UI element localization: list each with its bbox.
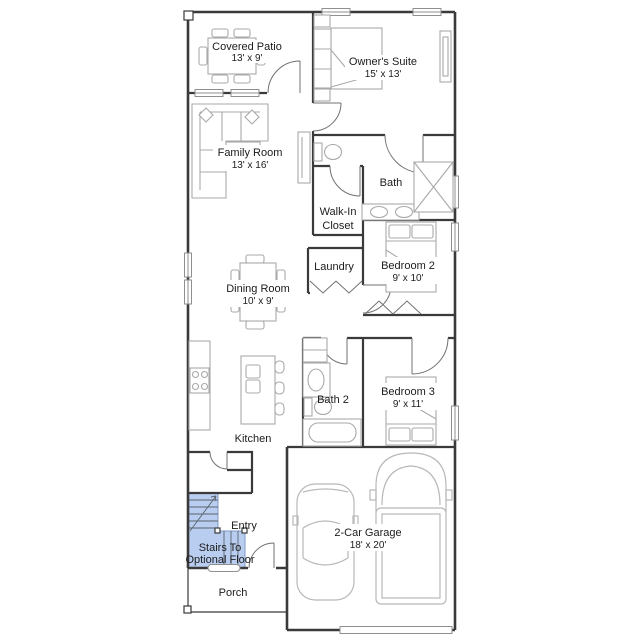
closet-door-arc [210,452,227,469]
room-label-walk-in-closet-line2: Closet [322,220,354,232]
room-label-garage: 2-Car Garage [334,527,402,539]
media-builtin-symbol [298,132,310,183]
room-dims-dining-room: 10' x 9' [242,296,274,307]
toilet-symbol [304,398,312,416]
room-label-kitchen: Kitchen [234,433,272,445]
room-label-bath: Bath [379,177,403,189]
room-dims-owners-suite: 15' x 13' [364,69,402,80]
laundry-bifold-doors [310,281,362,293]
bedroom3-door-arc [412,338,448,374]
room-label-bath-2: Bath 2 [317,394,349,406]
room-dims-bedroom-2: 9' x 10' [392,273,424,284]
kitchen-fixtures [189,341,284,430]
stool-symbol [275,382,284,394]
room-label-dining-room: Dining Room [226,283,290,295]
corner-post [184,11,193,20]
patio-door-arc [268,61,300,93]
stairs-option-label-line2[interactable]: Optional Floor [185,554,255,566]
room-label-laundry: Laundry [314,261,354,273]
owners-suite-door-arc [313,103,341,131]
dresser-symbol [440,31,451,82]
room-label-family-room: Family Room [217,147,283,159]
porch-post [184,606,191,613]
room-label-porch: Porch [218,587,248,599]
vanity-symbol [303,363,330,397]
room-label-walk-in-closet-line1: Walk-In [319,206,357,218]
toilet-symbol [314,143,322,161]
walk-in-closet-door-arc [330,166,360,196]
sink-symbol [246,365,260,378]
room-label-bedroom-3: Bedroom 3 [381,386,435,398]
room-dims-family-room: 13' x 16' [231,160,269,171]
room-label-entry: Entry [231,520,257,532]
stool-symbol [275,361,284,373]
room-label-owners-suite: Owner's Suite [348,56,418,68]
room-dims-bedroom-3: 9' x 11' [392,399,424,410]
garage-door-symbol [340,627,452,634]
bath2-fixtures [303,338,361,446]
stool-symbol [275,403,284,415]
room-dims-covered-patio: 13' x 9' [231,53,263,64]
bedroom2-closet-bifold-doors [365,301,421,314]
room-dims-garage: 18' x 20' [349,540,387,551]
stairs-option-label-line1[interactable]: Stairs To [198,542,242,554]
room-label-covered-patio: Covered Patio [212,41,282,53]
room-label-bedroom-2: Bedroom 2 [381,260,435,272]
